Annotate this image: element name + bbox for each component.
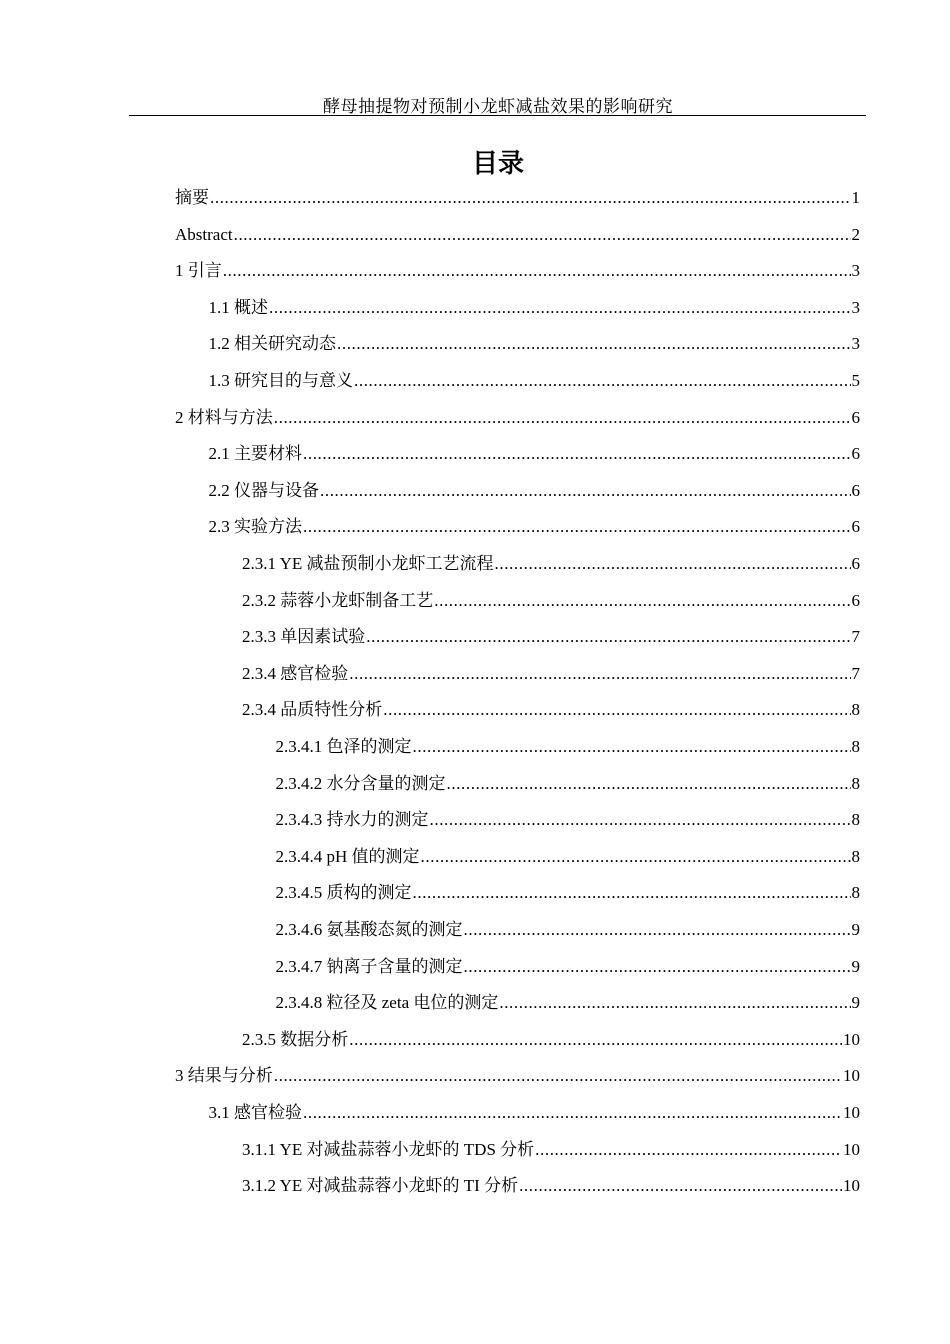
toc-entry[interactable]: [276, 729, 861, 765]
toc-dot-leader: [349, 664, 850, 684]
toc-dot-leader: [349, 1030, 842, 1050]
toc-entry-label: 2.3.4.6 氨基酸态氮的测定: [275, 920, 463, 939]
toc-entry-label: 2.3.4 感官检验: [242, 663, 349, 683]
toc-entry-label: 3.1.1 YE 对减盐蒜蓉小龙虾的 TDS 分析: [242, 1139, 535, 1159]
toc-dot-leader: [413, 737, 851, 757]
toc-dot-leader: [303, 1103, 842, 1123]
toc-dot-leader: [430, 810, 851, 830]
toc-entry-label: 2.1 主要材料: [208, 444, 302, 464]
toc-entry-label: 2.3 实验方法: [208, 517, 302, 537]
toc-entry-label: 2.3.3 单因素试验: [242, 627, 366, 647]
toc-entry-page-number: 2: [851, 224, 860, 244]
toc-entry[interactable]: [276, 766, 861, 802]
toc-entry-page-number: 10: [843, 1029, 860, 1049]
toc-entry-page-number: 6: [851, 517, 860, 537]
toc-entry-label: 1.2 相关研究动态: [208, 334, 336, 354]
toc-entry-page-number: 10: [843, 1103, 860, 1122]
toc-entry-page-number: 6: [851, 480, 860, 500]
toc-dot-leader: [210, 188, 851, 208]
toc-dot-leader: [413, 883, 851, 903]
toc-entry-page-number: 8: [851, 773, 860, 793]
toc-entry-page-number: 6: [851, 407, 860, 427]
toc-dot-leader: [269, 298, 851, 318]
toc-entry-page-number: 6: [851, 554, 860, 573]
toc-entry-label: 2.3.4.3 持水力的测定: [275, 810, 429, 830]
toc-entry[interactable]: [242, 1168, 860, 1204]
toc-dot-leader: [366, 627, 850, 647]
toc-dot-leader: [434, 591, 850, 611]
toc-entry[interactable]: [209, 363, 861, 399]
toc-entry[interactable]: [209, 436, 861, 472]
toc-dot-leader: [320, 481, 851, 501]
toc-entry[interactable]: [209, 290, 861, 326]
toc-entry-page-number: 1: [851, 188, 860, 207]
toc-entry-label: 2.3.4 品质特性分析: [242, 700, 383, 720]
toc-entry-page-number: 10: [843, 1176, 860, 1196]
toc-entry-label: 2.3.4.7 钠离子含量的测定: [275, 956, 463, 976]
toc-entry[interactable]: [276, 875, 861, 911]
header-rule: [129, 115, 866, 116]
toc-entry-label: 3.1.2 YE 对减盐蒜蓉小龙虾的 TI 分析: [242, 1176, 519, 1196]
toc-entry-label: 3 结果与分析: [175, 1066, 273, 1086]
toc-entry-page-number: 10: [843, 1066, 860, 1086]
toc-dot-leader: [303, 517, 851, 537]
toc-entry-label: 1.3 研究目的与意义: [208, 371, 353, 390]
toc-entry-label: 2.3.4.1 色泽的测定: [275, 737, 412, 756]
toc-entry-label: 1 引言: [175, 261, 222, 281]
toc-entry[interactable]: [242, 546, 860, 582]
toc-entry-page-number: 8: [851, 810, 860, 830]
toc-entry-page-number: 8: [851, 846, 860, 866]
toc-entry-page-number: 9: [851, 920, 860, 939]
toc-dot-leader: [354, 371, 851, 391]
toc-entry-page-number: 9: [851, 993, 860, 1013]
toc-entry-label: 2.3.2 蒜蓉小龙虾制备工艺: [242, 590, 434, 610]
toc-entry-label: 2.2 仪器与设备: [208, 480, 319, 500]
toc-entry-page-number: 3: [851, 297, 860, 317]
toc-entry-label: 2.3.4.8 粒径及 zeta 电位的测定: [275, 993, 499, 1013]
toc-entry-page-number: 7: [851, 663, 860, 683]
toc-entry[interactable]: [209, 473, 861, 509]
toc-entry-label: 2.3.4.4 pH 值的测定: [275, 846, 420, 866]
running-header: 酵母抽提物对预制小龙虾减盐效果的影响研究: [323, 97, 673, 116]
toc-entry-label: 摘要: [175, 188, 209, 207]
toc-entry-page-number: 8: [851, 883, 860, 903]
toc-entry-page-number: 10: [843, 1139, 860, 1159]
toc-entry-page-number: 6: [851, 444, 860, 464]
toc-entry-page-number: 8: [851, 700, 860, 720]
toc-entry-page-number: 8: [851, 737, 860, 756]
toc-entry-label: 2.3.5 数据分析: [242, 1029, 349, 1049]
toc-entry-label: 2.3.4.2 水分含量的测定: [275, 773, 446, 793]
toc-entry[interactable]: [276, 839, 861, 875]
toc-entry[interactable]: [175, 1058, 860, 1094]
toc-entry-page-number: 7: [851, 627, 860, 647]
toc-entry[interactable]: [276, 985, 861, 1021]
toc-dot-leader: [464, 957, 851, 977]
toc-dot-leader: [274, 1066, 842, 1086]
toc-entry-label: 2.3.4.5 质构的测定: [275, 883, 412, 903]
toc-entry[interactable]: [242, 1132, 860, 1168]
toc-dot-leader: [421, 847, 851, 867]
toc-dot-leader: [337, 334, 851, 354]
toc-dot-leader: [274, 408, 851, 428]
toc-entry[interactable]: [276, 912, 861, 948]
toc-entry[interactable]: [242, 692, 860, 728]
toc-entry[interactable]: [175, 400, 860, 436]
toc-entry-label: 3.1 感官检验: [208, 1103, 302, 1122]
toc-title: 目录: [471, 149, 524, 179]
toc-dot-leader: [535, 1140, 842, 1160]
toc-dot-leader: [464, 920, 851, 940]
toc-entry-page-number: 5: [851, 371, 860, 390]
toc-dot-leader: [447, 774, 851, 794]
toc-dot-leader: [303, 444, 851, 464]
toc-entry[interactable]: [175, 180, 860, 216]
toc-entry[interactable]: [175, 217, 860, 253]
toc-entry-label: 1.1 概述: [208, 297, 268, 317]
toc-entry-page-number: 3: [851, 334, 860, 354]
toc-dot-leader: [499, 993, 850, 1013]
toc-entry[interactable]: [276, 802, 861, 838]
toc-entry-label: Abstract: [175, 224, 233, 244]
toc-dot-leader: [223, 261, 851, 281]
toc-entry[interactable]: [242, 619, 860, 655]
toc-entry[interactable]: [175, 253, 860, 289]
toc-entry-page-number: 3: [851, 261, 860, 281]
toc-entry-label: 2.3.1 YE 减盐预制小龙虾工艺流程: [242, 554, 494, 573]
toc-entry[interactable]: [209, 509, 861, 545]
toc-entry[interactable]: [242, 1022, 860, 1058]
toc-entry-page-number: 9: [851, 956, 860, 976]
toc-dot-leader: [234, 225, 851, 245]
toc-entry-label: 2 材料与方法: [175, 407, 273, 427]
toc-entry[interactable]: [209, 326, 861, 362]
toc-entry[interactable]: [209, 1095, 861, 1131]
toc-dot-leader: [383, 700, 850, 720]
toc-entry-page-number: 6: [851, 590, 860, 610]
toc-entry[interactable]: [276, 949, 861, 985]
toc-dot-leader: [495, 554, 851, 574]
toc-entry[interactable]: [242, 583, 860, 619]
toc-dot-leader: [519, 1176, 842, 1196]
toc-entry[interactable]: [242, 656, 860, 692]
